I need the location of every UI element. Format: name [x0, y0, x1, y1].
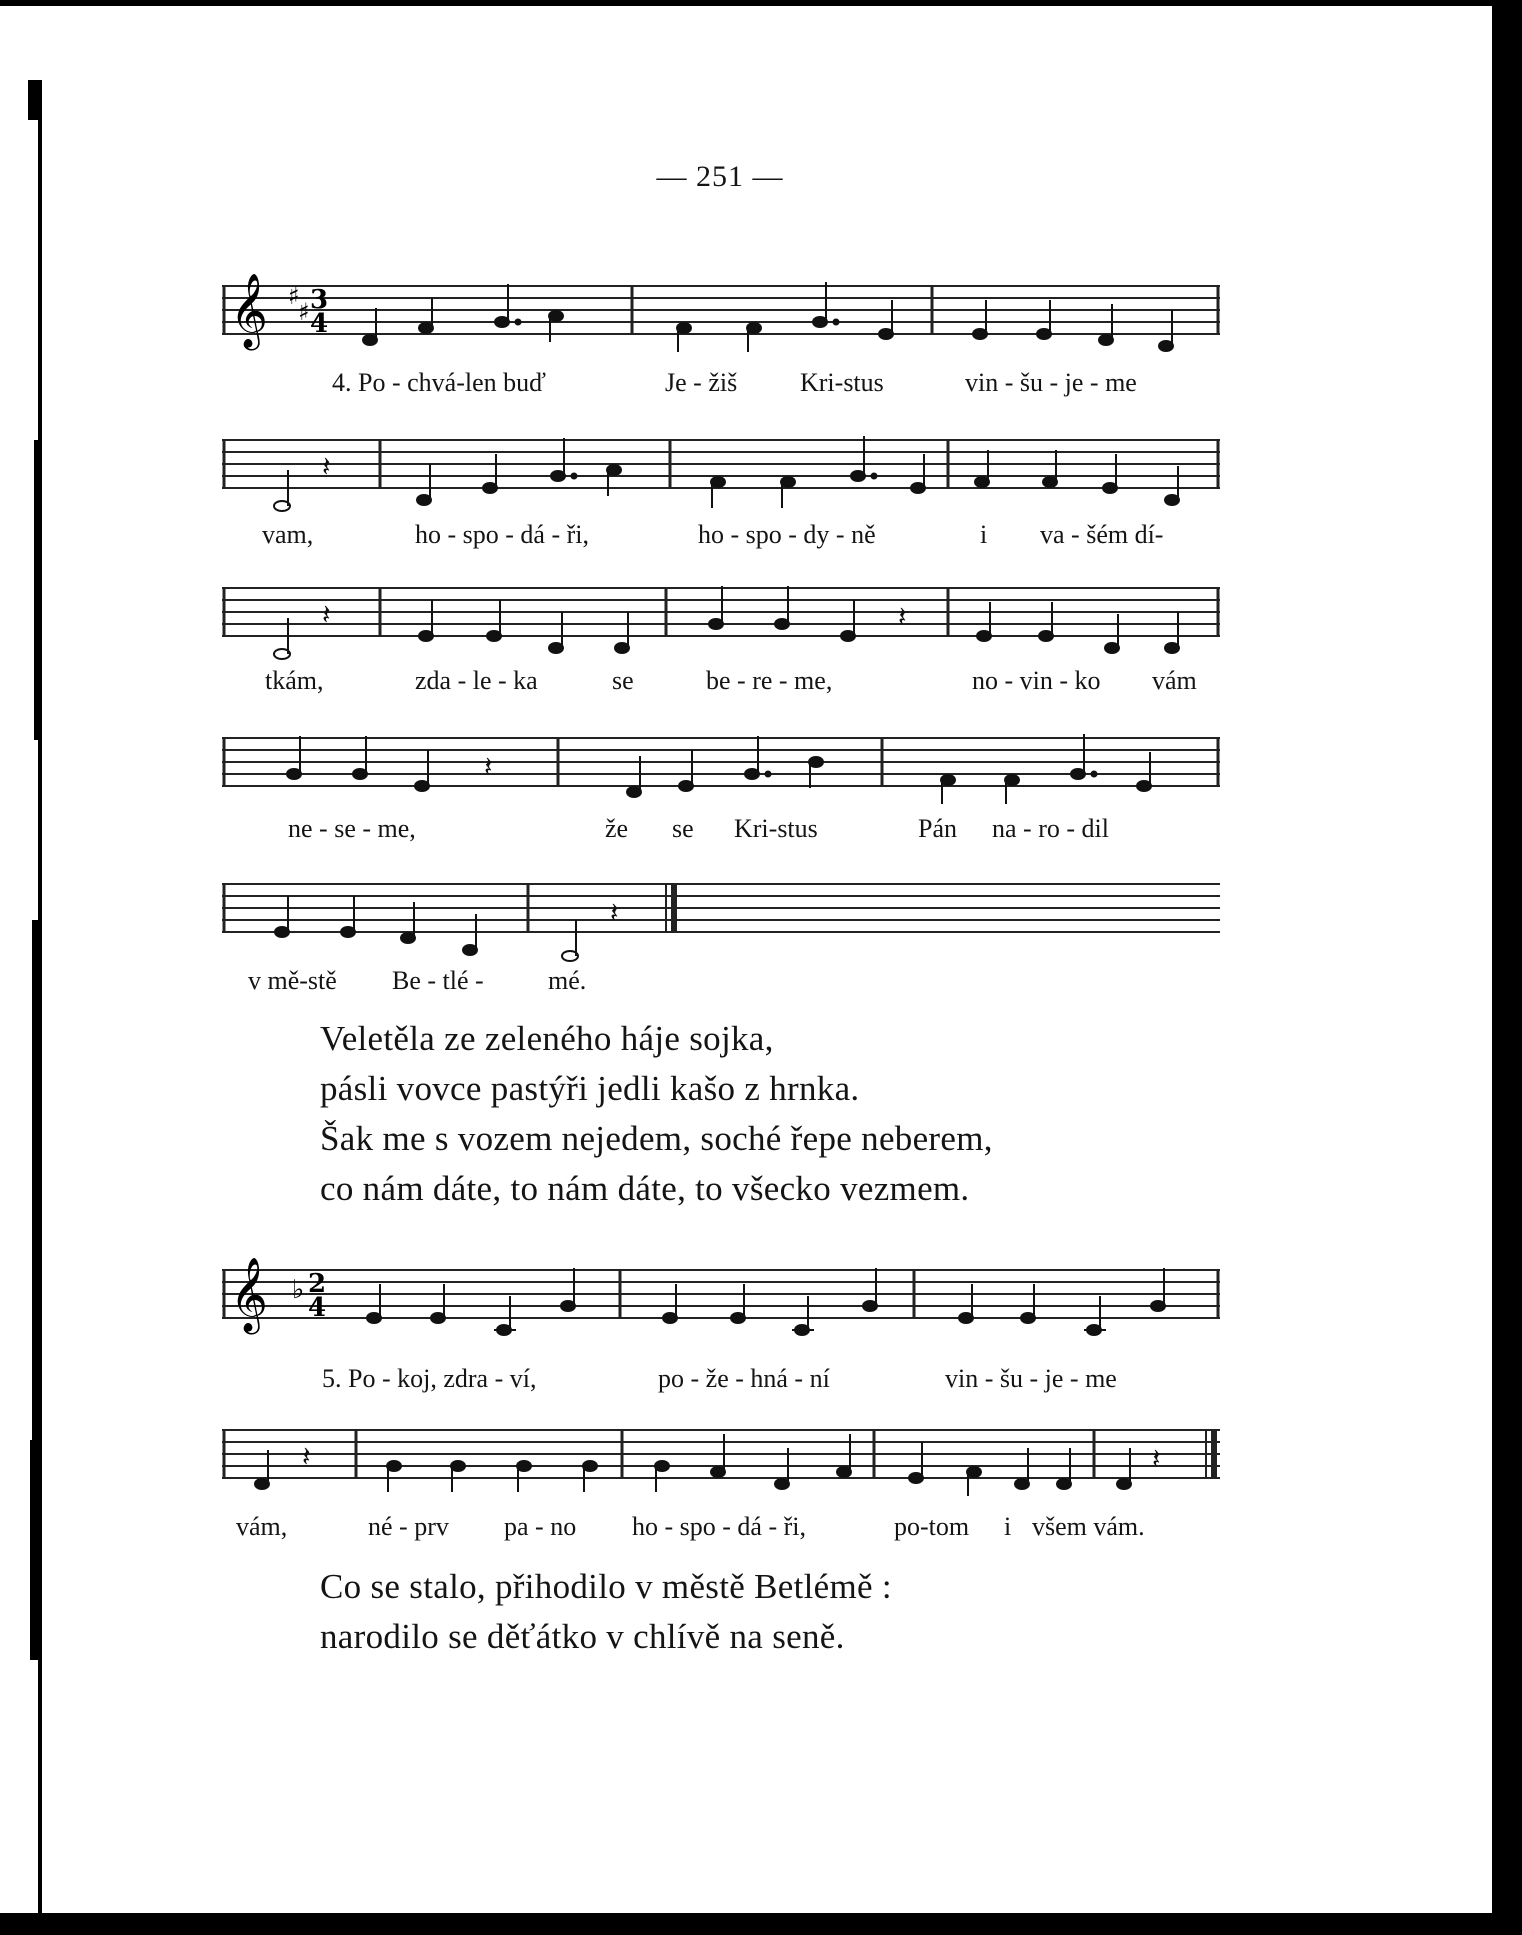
lyric-segment: ho - spo - dá - ři, — [415, 520, 590, 549]
lyric-segment: 4. Po - chvá-len buď — [332, 368, 546, 397]
page-edge-top — [0, 0, 1522, 6]
treble-clef-icon: 𝄞 — [230, 274, 268, 348]
quarter-rest-icon: 𝄽 — [302, 1442, 311, 1473]
lyric-segment: Kri-stus — [734, 814, 818, 843]
lyric-segment: vám, — [236, 1512, 288, 1541]
lyric-segment: i — [980, 520, 988, 549]
time-signature-top: 2 — [308, 1269, 327, 1299]
verse-5 — [320, 1562, 892, 1662]
lyric-segment: vin - šu - je - me — [965, 368, 1137, 397]
verse-line: narodilo se děťátko v chlívě na seně. — [320, 1617, 845, 1656]
lyric-segment: né - prv — [368, 1512, 449, 1541]
lyric-segment: 5. Po - koj, zdra - ví, — [322, 1364, 537, 1393]
sharp-icon: ♯ — [288, 282, 300, 310]
lyric-segment: zda - le - ka — [415, 666, 538, 695]
lyric-segment: všem vám. — [1032, 1512, 1145, 1541]
music-staff-4-5 — [222, 868, 1222, 978]
verse-line: Šak me s vozem nejedem, soché řepe neberem, — [320, 1119, 993, 1158]
lyric-segment: Kri-stus — [800, 368, 884, 397]
quarter-rest-icon: 𝄽 — [610, 898, 619, 929]
page-number: — 251 — — [656, 160, 784, 193]
lyric-segment: Be - tlé - — [392, 966, 484, 995]
lyric-segment: va - šém dí- — [1040, 520, 1164, 549]
treble-clef-icon: 𝄞 — [230, 1258, 268, 1332]
page-edge-left — [28, 20, 42, 1920]
verse-line: Veletěla ze zeleného háje sojka, — [320, 1019, 774, 1058]
lyric-segment: ho - spo - dy - ně — [698, 520, 876, 549]
verse-line: pásli vovce pastýři jedli kašo z hrnka. — [320, 1069, 860, 1108]
music-staff-5-2 — [222, 1414, 1222, 1524]
lyric-segment: Je - žiš — [665, 368, 738, 397]
music-staff-5-1 — [222, 1254, 1222, 1364]
lyric-segment: po-tom — [894, 1512, 970, 1541]
quarter-rest-icon: 𝄽 — [484, 752, 493, 783]
quarter-rest-icon: 𝄽 — [322, 452, 331, 483]
lyric-segment: mé. — [548, 966, 587, 995]
lyric-segment: pa - no — [504, 1512, 577, 1541]
verse-line: Co se stalo, přihodilo v městě Betlémě : — [320, 1567, 892, 1606]
lyric-segment: be - re - me, — [706, 666, 833, 695]
lyric-segment: ho - spo - dá - ři, — [632, 1512, 807, 1541]
time-signature-bottom: 4 — [308, 1293, 327, 1323]
quarter-rest-icon: 𝄽 — [1152, 1444, 1161, 1475]
verse-4 — [320, 1014, 993, 1214]
page-edge-right — [1492, 0, 1522, 1935]
lyric-segment: ne - se - me, — [288, 814, 416, 843]
lyric-segment: no - vin - ko — [972, 666, 1101, 695]
music-staff-4-2 — [222, 424, 1222, 534]
time-signature-bottom: 4 — [310, 309, 329, 339]
lyric-segment: tkám, — [265, 666, 324, 695]
flat-icon: ♭ — [292, 1275, 305, 1305]
quarter-rest-icon: 𝄽 — [898, 602, 907, 633]
lyric-segment: že — [605, 814, 629, 843]
lyric-segment: i — [1004, 1512, 1012, 1541]
verse-line: co nám dáte, to nám dáte, to všecko vezmem. — [320, 1169, 970, 1208]
lyric-segment: na - ro - dil — [992, 814, 1109, 843]
lyric-segment: vam, — [262, 520, 314, 549]
lyric-segment: se — [612, 666, 634, 695]
time-signature-top: 3 — [310, 285, 329, 315]
sharp-icon: ♯ — [298, 298, 310, 326]
lyric-segment: po - že - hná - ní — [658, 1364, 830, 1393]
lyric-segment: Pán — [918, 814, 957, 843]
lyric-segment: v mě-stě — [248, 966, 337, 995]
quarter-rest-icon: 𝄽 — [322, 600, 331, 631]
page-edge-bottom — [0, 1913, 1522, 1935]
lyric-segment: se — [672, 814, 694, 843]
music-staff-4-1 — [222, 270, 1222, 380]
lyric-segment: vin - šu - je - me — [945, 1364, 1117, 1393]
lyric-segment: vám — [1152, 666, 1197, 695]
